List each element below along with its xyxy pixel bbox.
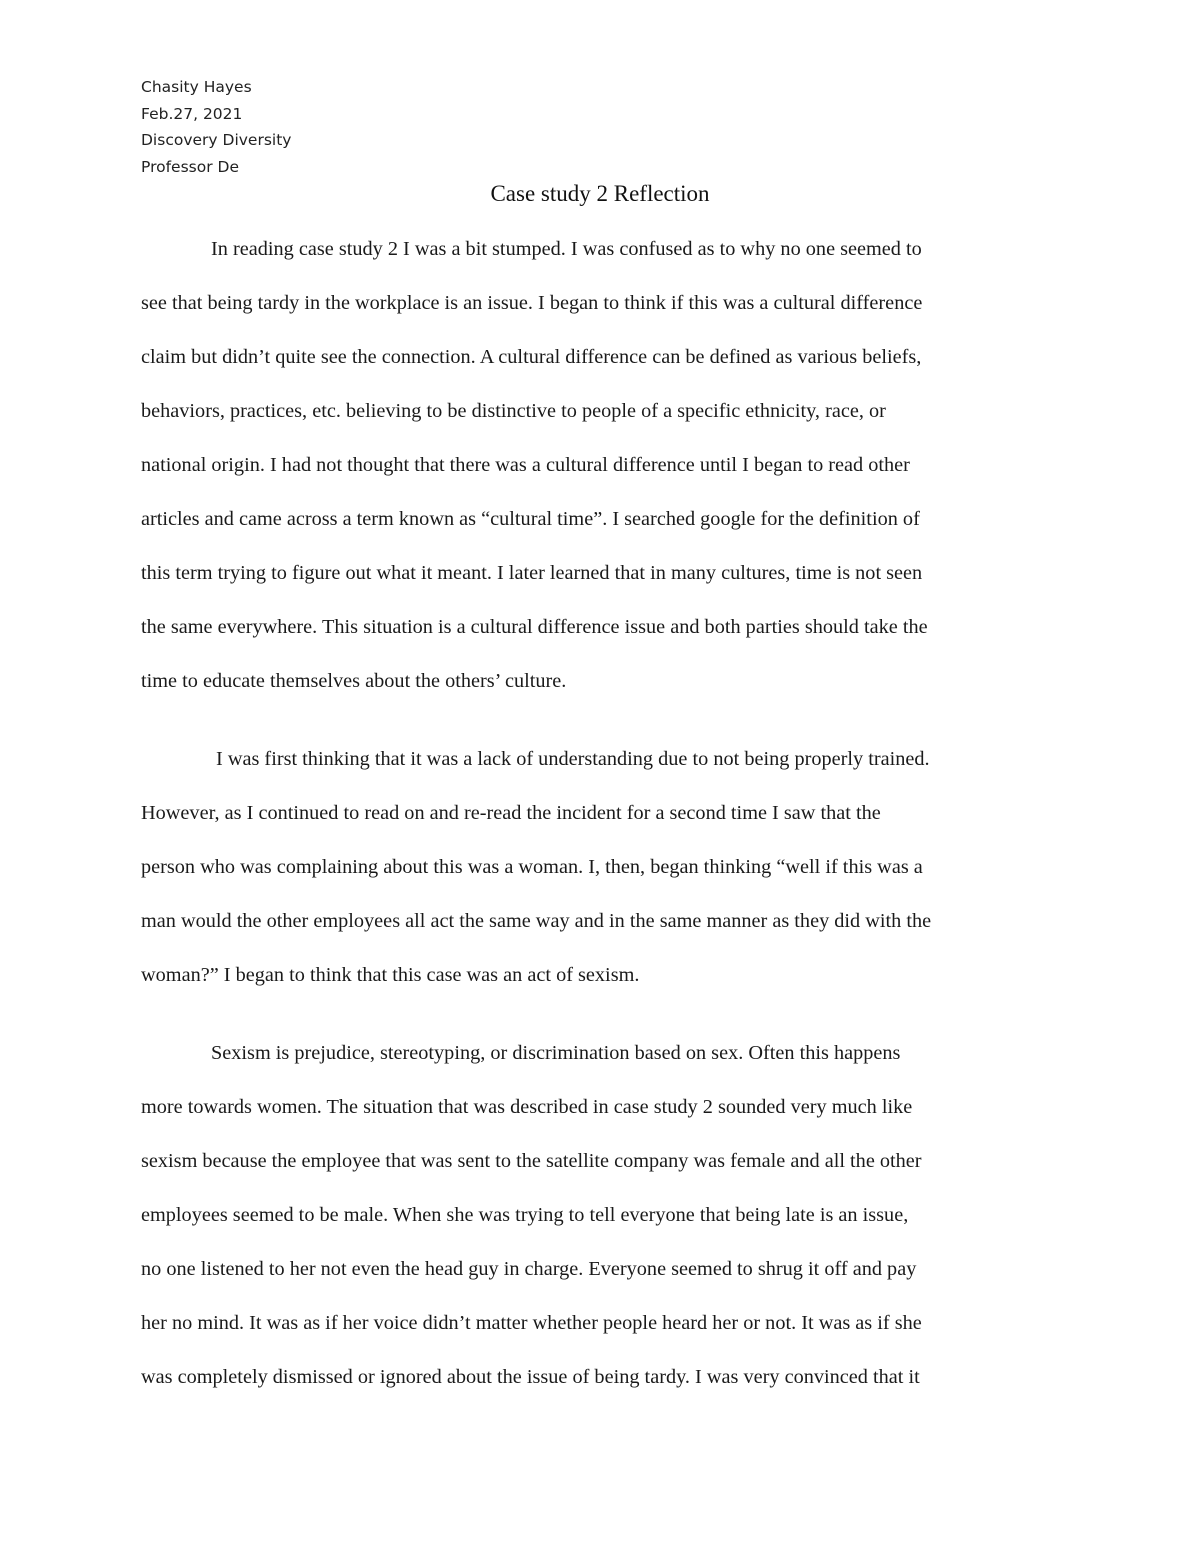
- author-name: Chasity Hayes: [141, 78, 252, 96]
- paragraph-line: the same everywhere. This situation is a cultural difference issue and both parties should take the: [141, 616, 928, 638]
- paragraph-line: more towards women. The situation that was described in case study 2 sounded very much like: [141, 1096, 913, 1118]
- paragraph-line: see that being tardy in the workplace is an issue. I began to think if this was a cultural difference: [141, 292, 923, 314]
- paragraph-line: However, as I continued to read on and re-read the incident for a second time I saw that the: [141, 802, 881, 824]
- paragraph-line: behaviors, practices, etc. believing to be distinctive to people of a specific ethnicity, race, or: [141, 400, 886, 422]
- document-date: Feb.27, 2021: [141, 104, 243, 123]
- paragraph-line: articles and came across a term known as “cultural time”. I searched google for the definition of: [141, 508, 920, 530]
- paragraph-line: person who was complaining about this was a woman. I, then, began thinking “well if this was a: [141, 856, 923, 878]
- paragraph-line: no one listened to her not even the head guy in charge. Everyone seemed to shrug it off and pay: [141, 1258, 917, 1280]
- paragraph-line: In reading case study 2 I was a bit stumped. I was confused as to why no one seemed to: [211, 238, 922, 260]
- paragraph-line: time to educate themselves about the others’ culture.: [141, 670, 567, 692]
- paragraph-line: I was first thinking that it was a lack of understanding due to not being properly trained.: [216, 748, 930, 770]
- paragraph-line: national origin. I had not thought that there was a cultural difference until I began to read other: [141, 454, 910, 476]
- professor-name: Professor De: [141, 157, 239, 176]
- document-title: Case study 2 Reflection: [490, 181, 710, 206]
- paragraph-line: claim but didn’t quite see the connection. A cultural difference can be defined as various beliefs,: [141, 346, 922, 368]
- paragraph-line: employees seemed to be male. When she was trying to tell everyone that being late is an issue,: [141, 1204, 909, 1226]
- paragraph-line: woman?” I began to think that this case was an act of sexism.: [141, 964, 640, 986]
- course-name: Discovery Diversity: [141, 131, 292, 149]
- paragraph-line: was completely dismissed or ignored about the issue of being tardy. I was very convinced that it: [141, 1366, 920, 1388]
- paragraph-line: man would the other employees all act the same way and in the same manner as they did with the: [141, 910, 932, 932]
- paragraph-line: her no mind. It was as if her voice didn’t matter whether people heard her or not. It was as if she: [141, 1312, 922, 1334]
- paragraph-line: this term trying to figure out what it meant. I later learned that in many cultures, time is not seen: [141, 562, 923, 584]
- document-header: [141, 74, 291, 180]
- paragraph-line: sexism because the employee that was sent to the satellite company was female and all the other: [141, 1150, 922, 1172]
- paragraph-line: Sexism is prejudice, stereotyping, or discrimination based on sex. Often this happens: [211, 1042, 901, 1064]
